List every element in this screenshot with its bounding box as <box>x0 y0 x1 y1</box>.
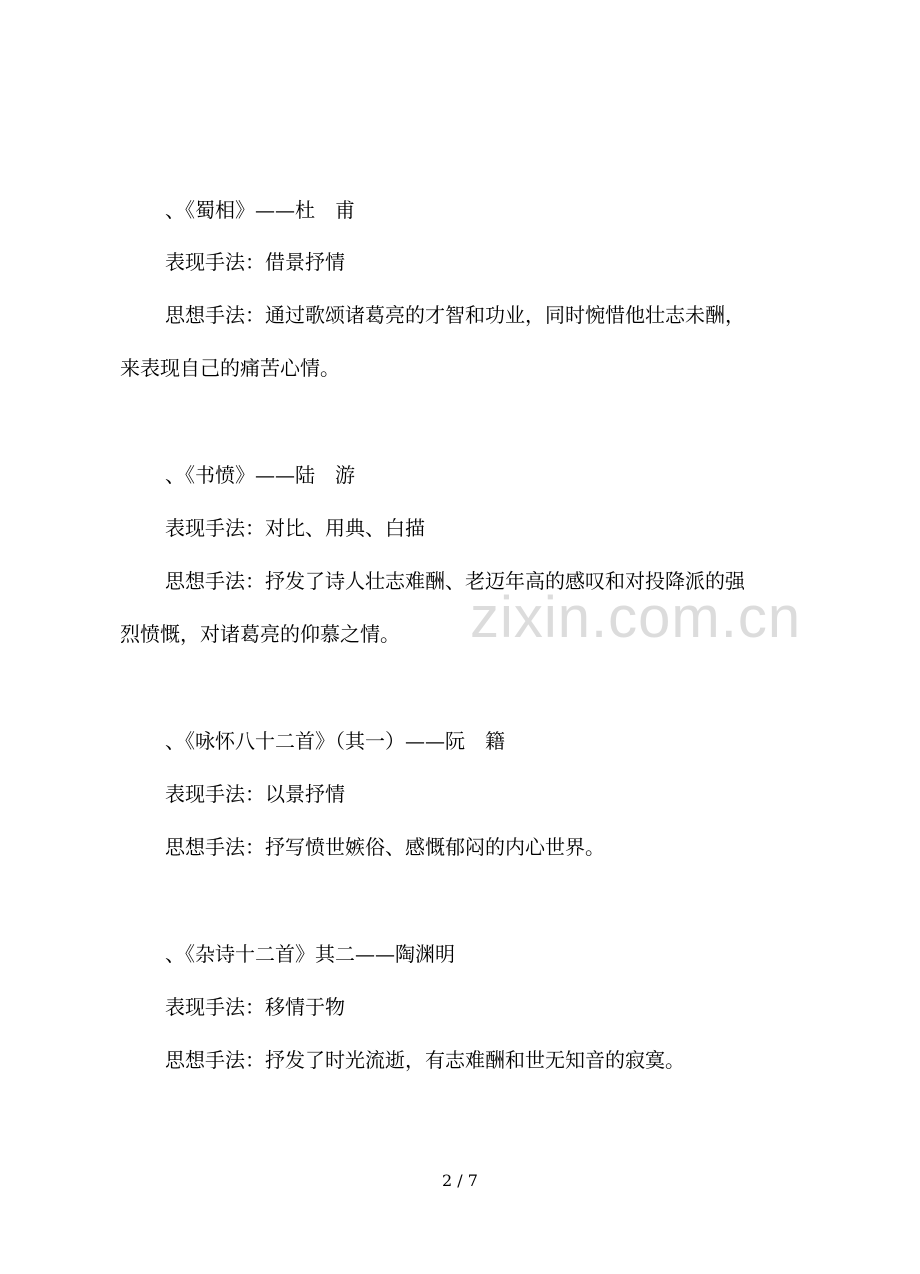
page-indicator: 2 / 7 <box>442 1171 478 1190</box>
section-4-title: 、《杂诗十二首》其二——陶渊明 <box>165 942 455 966</box>
section-2-thought-line-2: 烈愤慨，对诸葛亮的仰慕之情。 <box>120 622 400 646</box>
section-2-thought-line-1: 思想手法：抒发了诗人壮志难酬、老迈年高的感叹和对投降派的强 <box>165 569 745 593</box>
section-3-title: 、《咏怀八十二首》（其一）——阮 籍 <box>165 729 505 753</box>
section-1-thought-line-1: 思想手法：通过歌颂诸葛亮的才智和功业，同时惋惜他壮志未酬， <box>165 303 745 327</box>
section-3-thought-line-1: 思想手法：抒写愤世嫉俗、感慨郁闷的内心世界。 <box>165 835 605 859</box>
section-4-technique: 表现手法：移情于物 <box>165 995 345 1019</box>
section-1-technique: 表现手法：借景抒情 <box>165 250 345 274</box>
section-1-title: 、《蜀相》——杜 甫 <box>165 198 355 222</box>
section-3-technique: 表现手法：以景抒情 <box>165 782 345 806</box>
watermark: zixin.com.cn <box>470 585 802 650</box>
section-4-thought-line-1: 思想手法：抒发了时光流逝，有志难酬和世无知音的寂寞。 <box>165 1048 685 1072</box>
section-1-thought-line-2: 来表现自己的痛苦心情。 <box>120 356 340 380</box>
section-2-technique: 表现手法：对比、用典、白描 <box>165 516 425 540</box>
section-2-title: 、《书愤》——陆 游 <box>165 463 355 487</box>
